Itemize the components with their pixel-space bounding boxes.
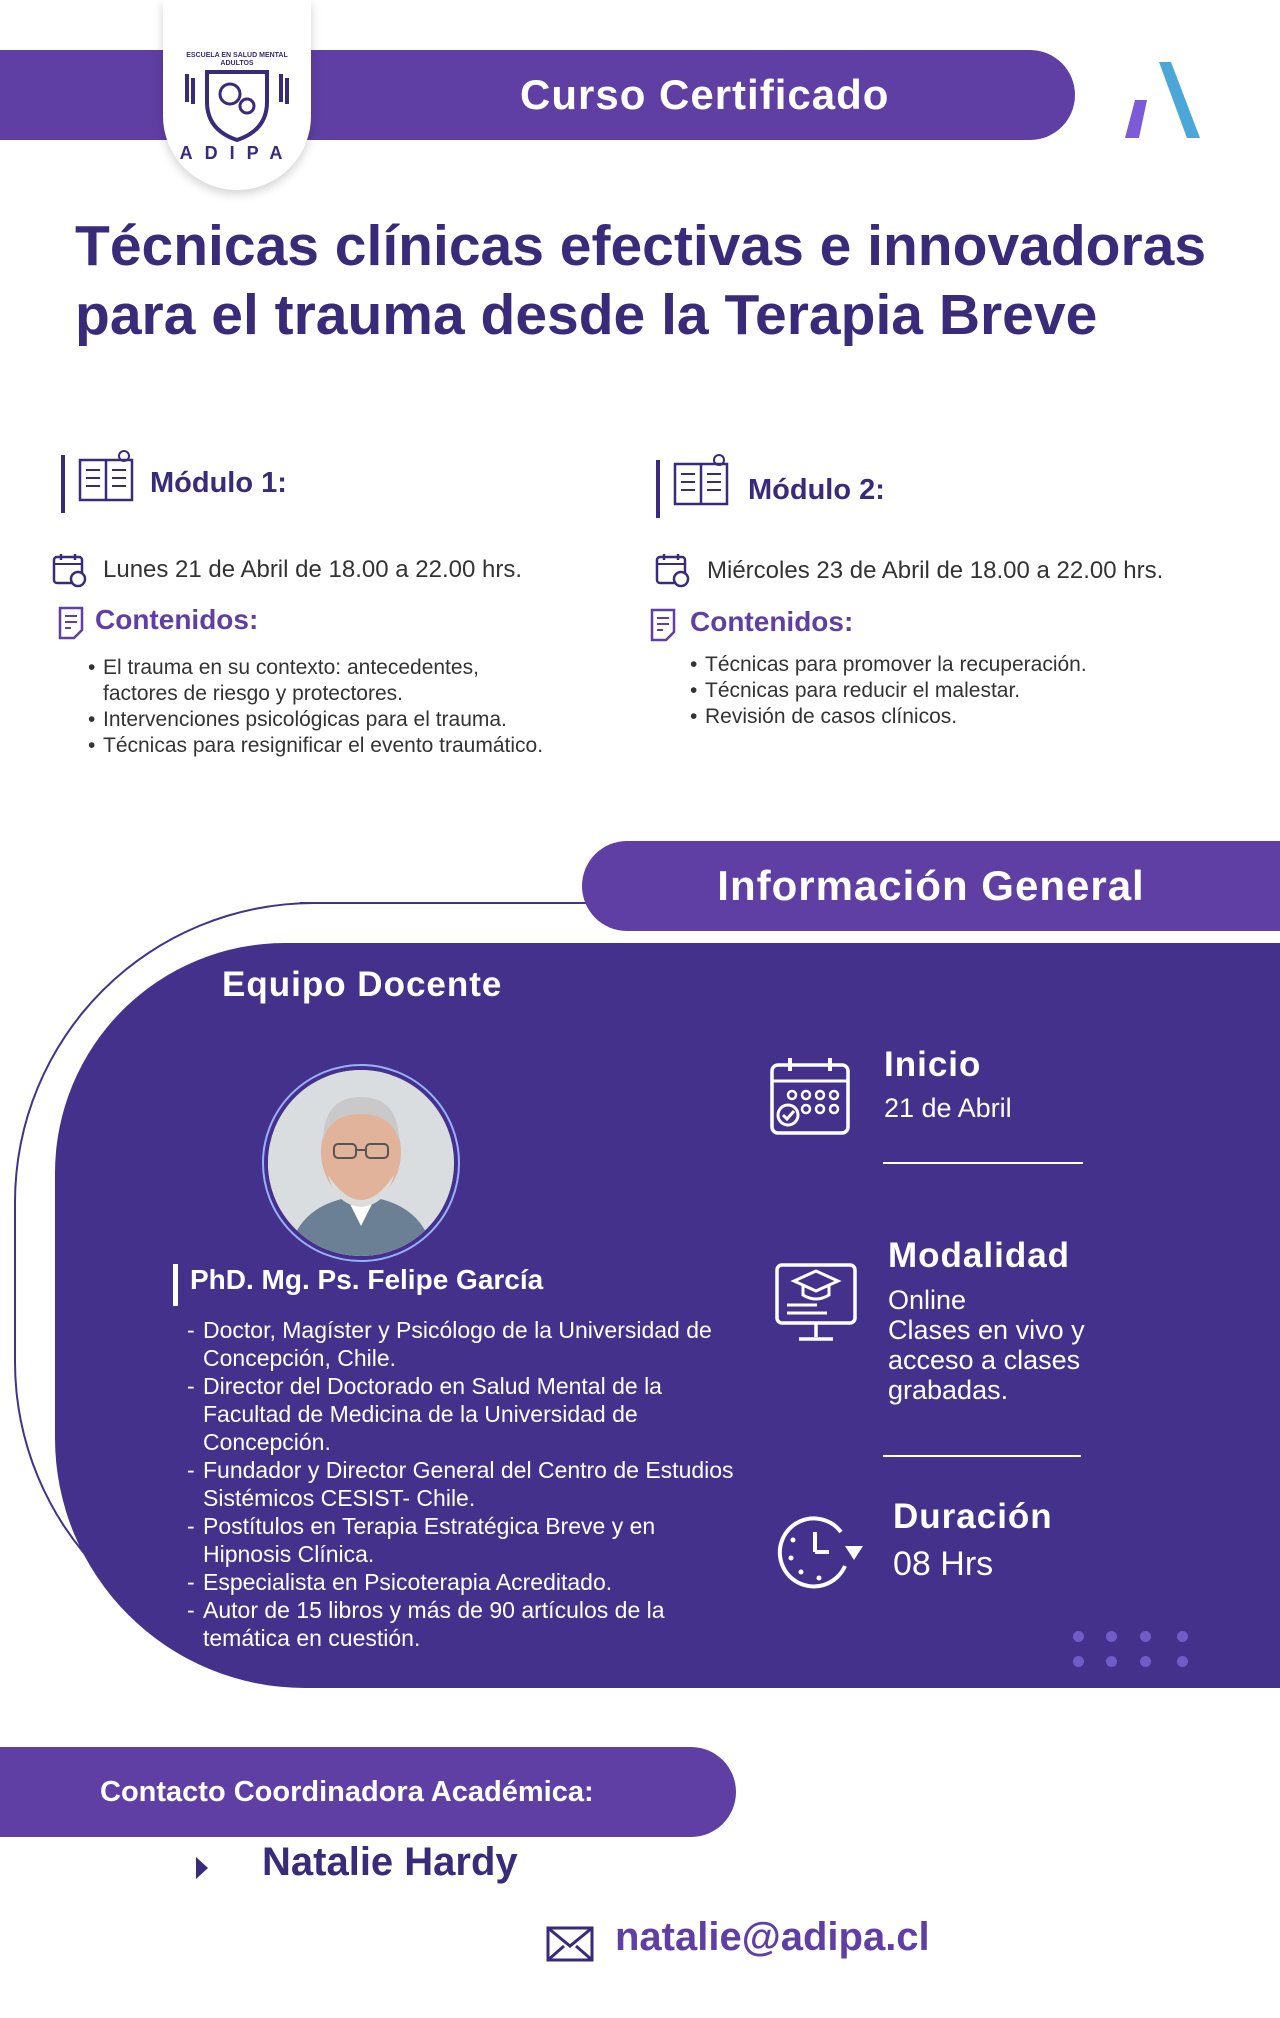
- adipa-a-logo-icon: [1125, 60, 1200, 140]
- modalidad-line: grabadas.: [888, 1375, 1009, 1405]
- decorative-dot: [1073, 1631, 1084, 1642]
- calendar-clock-icon: [655, 552, 691, 588]
- play-arrow-icon: [196, 1857, 208, 1879]
- modalidad-line: Online: [888, 1285, 967, 1315]
- duracion-value: 08 Hrs: [893, 1545, 994, 1583]
- list-item: • El trauma en su contexto: antecedentes, factores de riesgo y protectores.: [88, 655, 558, 707]
- calendar-icon: [768, 1055, 852, 1137]
- modalidad-line: Clases en vivo y: [888, 1315, 1085, 1345]
- module-1-contents-list: [88, 655, 558, 759]
- document-check-icon: [56, 606, 88, 640]
- contact-banner-text: Contacto Coordinadora Académica:: [100, 1776, 594, 1808]
- decorative-dot: [1140, 1631, 1151, 1642]
- logo-name: ADIPA: [179, 143, 295, 163]
- decorative-line: [300, 902, 590, 904]
- bio-item: - Doctor, Magíster y Psicólogo de la Universidad de Concepción, Chile.: [187, 1316, 747, 1372]
- logo-caption: ESCUELA EN SALUD MENTAL ADULTOS: [186, 52, 288, 67]
- list-item: • Intervenciones psicológicas para el trauma.: [88, 707, 558, 733]
- inicio-label: Inicio: [884, 1045, 982, 1084]
- book-icon: [78, 450, 134, 502]
- shield-logo-icon: [163, 62, 311, 182]
- contact-name: Natalie Hardy: [262, 1840, 518, 1884]
- decorative-dot: [1140, 1656, 1151, 1667]
- module-1-date: Lunes 21 de Abril de 18.00 a 22.00 hrs.: [103, 556, 522, 583]
- separator: [883, 1162, 1083, 1164]
- module-2-contents-list: [690, 652, 1210, 730]
- calendar-clock-icon: [52, 552, 88, 588]
- modalidad-label: Modalidad: [888, 1236, 1071, 1275]
- module-2-date: Miércoles 23 de Abril de 18.00 a 22.00 hrs.: [707, 557, 1164, 584]
- teacher-portrait-icon: [268, 1070, 454, 1256]
- module-2-label: Módulo 2:: [748, 474, 885, 506]
- bio-item: - Director del Doctorado en Salud Mental de la Facultad de Medicina de la Universidad de Concepción.: [187, 1372, 747, 1456]
- module-2-contents-label: Contenidos:: [690, 606, 854, 637]
- envelope-icon: [546, 1926, 594, 1962]
- contact-email-link[interactable]: natalie@adipa.cl: [615, 1915, 930, 1959]
- decorative-dot: [1177, 1631, 1188, 1642]
- decorative-dot: [1106, 1656, 1117, 1667]
- list-item: • Revisión de casos clínicos.: [690, 704, 1210, 730]
- course-title: Técnicas clínicas efectivas e innovadoras para el trauma desde la Terapia Breve: [75, 214, 1207, 347]
- list-item: • Técnicas para promover la recuperación.: [690, 652, 1210, 678]
- book-icon: [673, 454, 729, 506]
- list-item: • Técnicas para resignificar el evento traumático.: [88, 733, 558, 759]
- bio-item: - Postítulos en Terapia Estratégica Breve y en Hipnosis Clínica.: [187, 1512, 747, 1568]
- bio-item: - Autor de 15 libros y más de 90 artículos de la temática en cuestión.: [187, 1596, 747, 1652]
- team-label: Equipo Docente: [222, 965, 503, 1004]
- teacher-avatar: [268, 1070, 454, 1256]
- info-tab-text: Información General: [717, 862, 1145, 909]
- teacher-name-bar: [173, 1264, 178, 1306]
- module-1-contents-label: Contenidos:: [95, 604, 259, 635]
- teacher-name: PhD. Mg. Ps. Felipe García: [190, 1264, 544, 1295]
- online-class-icon: [773, 1255, 859, 1347]
- decorative-dot: [1106, 1631, 1117, 1642]
- adipa-logo-badge: [163, 0, 311, 190]
- module-2-divider: [656, 460, 660, 518]
- document-check-icon: [648, 608, 680, 642]
- bio-item: - Especialista en Psicoterapia Acreditado.: [187, 1568, 747, 1596]
- list-item: • Técnicas para reducir el malestar.: [690, 678, 1210, 704]
- separator: [883, 1455, 1081, 1457]
- duracion-label: Duración: [893, 1497, 1053, 1536]
- module-1-divider: [61, 455, 65, 513]
- module-1-label: Módulo 1:: [150, 467, 287, 499]
- decorative-dot: [1073, 1656, 1084, 1667]
- inicio-value: 21 de Abril: [884, 1093, 1012, 1123]
- teacher-bio: [187, 1316, 747, 1652]
- decorative-dot: [1177, 1656, 1188, 1667]
- header-banner-text: Curso Certificado: [520, 71, 890, 118]
- modalidad-line: acceso a clases: [888, 1345, 1081, 1375]
- bio-item: - Fundador y Director General del Centro de Estudios Sistémicos CESIST- Chile.: [187, 1456, 747, 1512]
- clock-icon: [775, 1510, 867, 1592]
